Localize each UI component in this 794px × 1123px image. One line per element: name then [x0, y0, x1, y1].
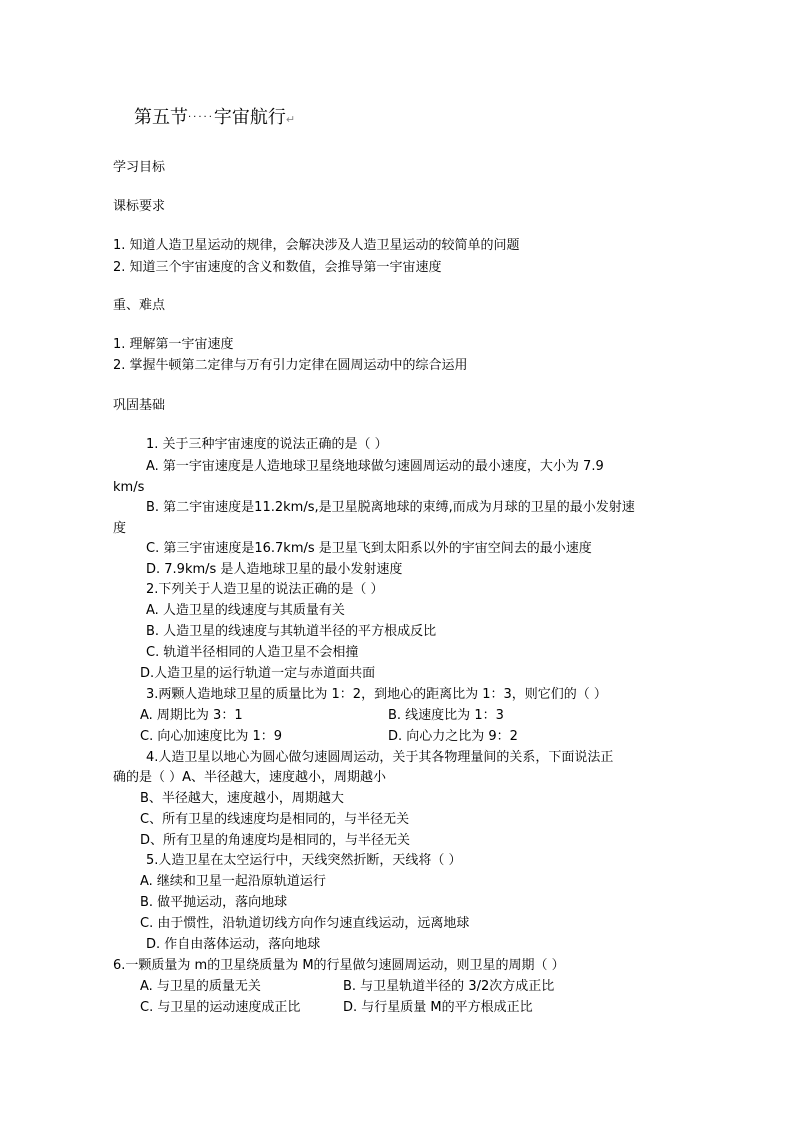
question-4-stem-cont: 确的是（ ）A、半径越大，速度越小，周期越小 [113, 770, 387, 785]
question-1-option-b-cont: 度 [113, 521, 127, 536]
question-1-stem: 1. 关于三种宇宙速度的说法正确的是（ ） [146, 437, 388, 452]
heading-goals: 学习目标 [113, 160, 166, 175]
page-title [134, 106, 295, 132]
question-4-option-d: D、所有卫星的角速度均是相同的，与半径无关 [140, 833, 411, 848]
question-5-option-c: C. 由于惯性，沿轨道切线方向作匀速直线运动，远离地球 [140, 916, 470, 931]
question-2-option-a: A. 人造卫星的线速度与其质量有关 [146, 603, 345, 618]
question-3-option-c: C. 向心加速度比为 1：9 [140, 729, 283, 744]
requirement-item: 2. 知道三个宇宙速度的含义和数值，会推导第一宇宙速度 [113, 260, 442, 275]
question-2-option-d: D.人造卫星的运行轨道一定与赤道面共面 [140, 666, 376, 681]
key-point-item: 2. 掌握牛顿第二定律与万有引力定律在圆周运动中的综合运用 [113, 358, 468, 373]
question-1-option-c: C. 第三宇宙速度是16.7km/s 是卫星飞到太阳系以外的宇宙空间去的最小速度 [146, 541, 592, 556]
question-5-option-a: A. 继续和卫星一起沿原轨道运行 [140, 874, 326, 889]
question-6-option-a: A. 与卫星的质量无关 [140, 979, 261, 994]
question-3-option-b: B. 线速度比为 1：3 [388, 708, 504, 723]
question-6-option-b: B. 与卫星轨道半径的 3/2次方成正比 [343, 979, 555, 994]
question-4-option-c: C、所有卫星的线速度均是相同的，与半径无关 [140, 812, 410, 827]
paragraph-mark: ↵ [285, 113, 296, 126]
question-5-stem: 5.人造卫星在太空运行中，天线突然折断，天线将（ ） [146, 853, 462, 868]
question-6-option-c: C. 与卫星的运动速度成正比 [140, 1000, 301, 1015]
question-1-option-a-cont: km/s [113, 480, 145, 495]
question-5-option-d: D. 作自由落体运动，落向地球 [146, 937, 321, 952]
heading-requirements: 课标要求 [113, 199, 166, 214]
title-dots: ····· [188, 112, 214, 123]
heading-basics: 巩固基础 [113, 398, 166, 413]
question-1-option-a: A. 第一宇宙速度是人造地球卫星绕地球做匀速圆周运动的最小速度，大小为 7.9 [146, 459, 604, 474]
heading-key-points: 重、难点 [113, 298, 166, 313]
question-3-option-d: D. 向心力之比为 9：2 [388, 729, 518, 744]
key-point-item: 1. 理解第一宇宙速度 [113, 337, 234, 352]
question-2-option-c: C. 轨道半径相同的人造卫星不会相撞 [146, 645, 359, 660]
question-6-option-d: D. 与行星质量 M的平方根成正比 [343, 1000, 533, 1015]
question-3-option-a: A. 周期比为 3：1 [140, 708, 243, 723]
question-1-option-b: B. 第二宇宙速度是11.2km/s,是卫星脱离地球的束缚,而成为月球的卫星的最小发射速 [146, 500, 635, 515]
title-sub: 宇宙航行 [213, 107, 286, 128]
question-2-option-b: B. 人造卫星的线速度与其轨道半径的平方根成反比 [146, 624, 437, 639]
title-main: 第五节 [134, 107, 188, 128]
question-3-stem: 3.两颗人造地球卫星的质量比为 1：2，到地心的距离比为 1：3，则它们的（ ） [146, 687, 607, 702]
requirement-item: 1. 知道人造卫星运动的规律，会解决涉及人造卫星运动的较简单的问题 [113, 238, 520, 253]
question-5-option-b: B. 做平抛运动，落向地球 [140, 895, 288, 910]
question-1-option-d: D. 7.9km/s 是人造地球卫星的最小发射速度 [146, 562, 403, 577]
question-6-stem: 6.一颗质量为 m的卫星绕质量为 M的行星做匀速圆周运动，则卫星的周期（ ） [113, 958, 565, 973]
question-4-option-b: B、半径越大，速度越小，周期越大 [140, 791, 344, 806]
question-2-stem: 2.下列关于人造卫星的说法正确的是（ ） [146, 582, 384, 597]
question-4-stem: 4.人造卫星以地心为圆心做匀速圆周运动，关于其各物理量间的关系，下面说法正 [146, 750, 614, 765]
